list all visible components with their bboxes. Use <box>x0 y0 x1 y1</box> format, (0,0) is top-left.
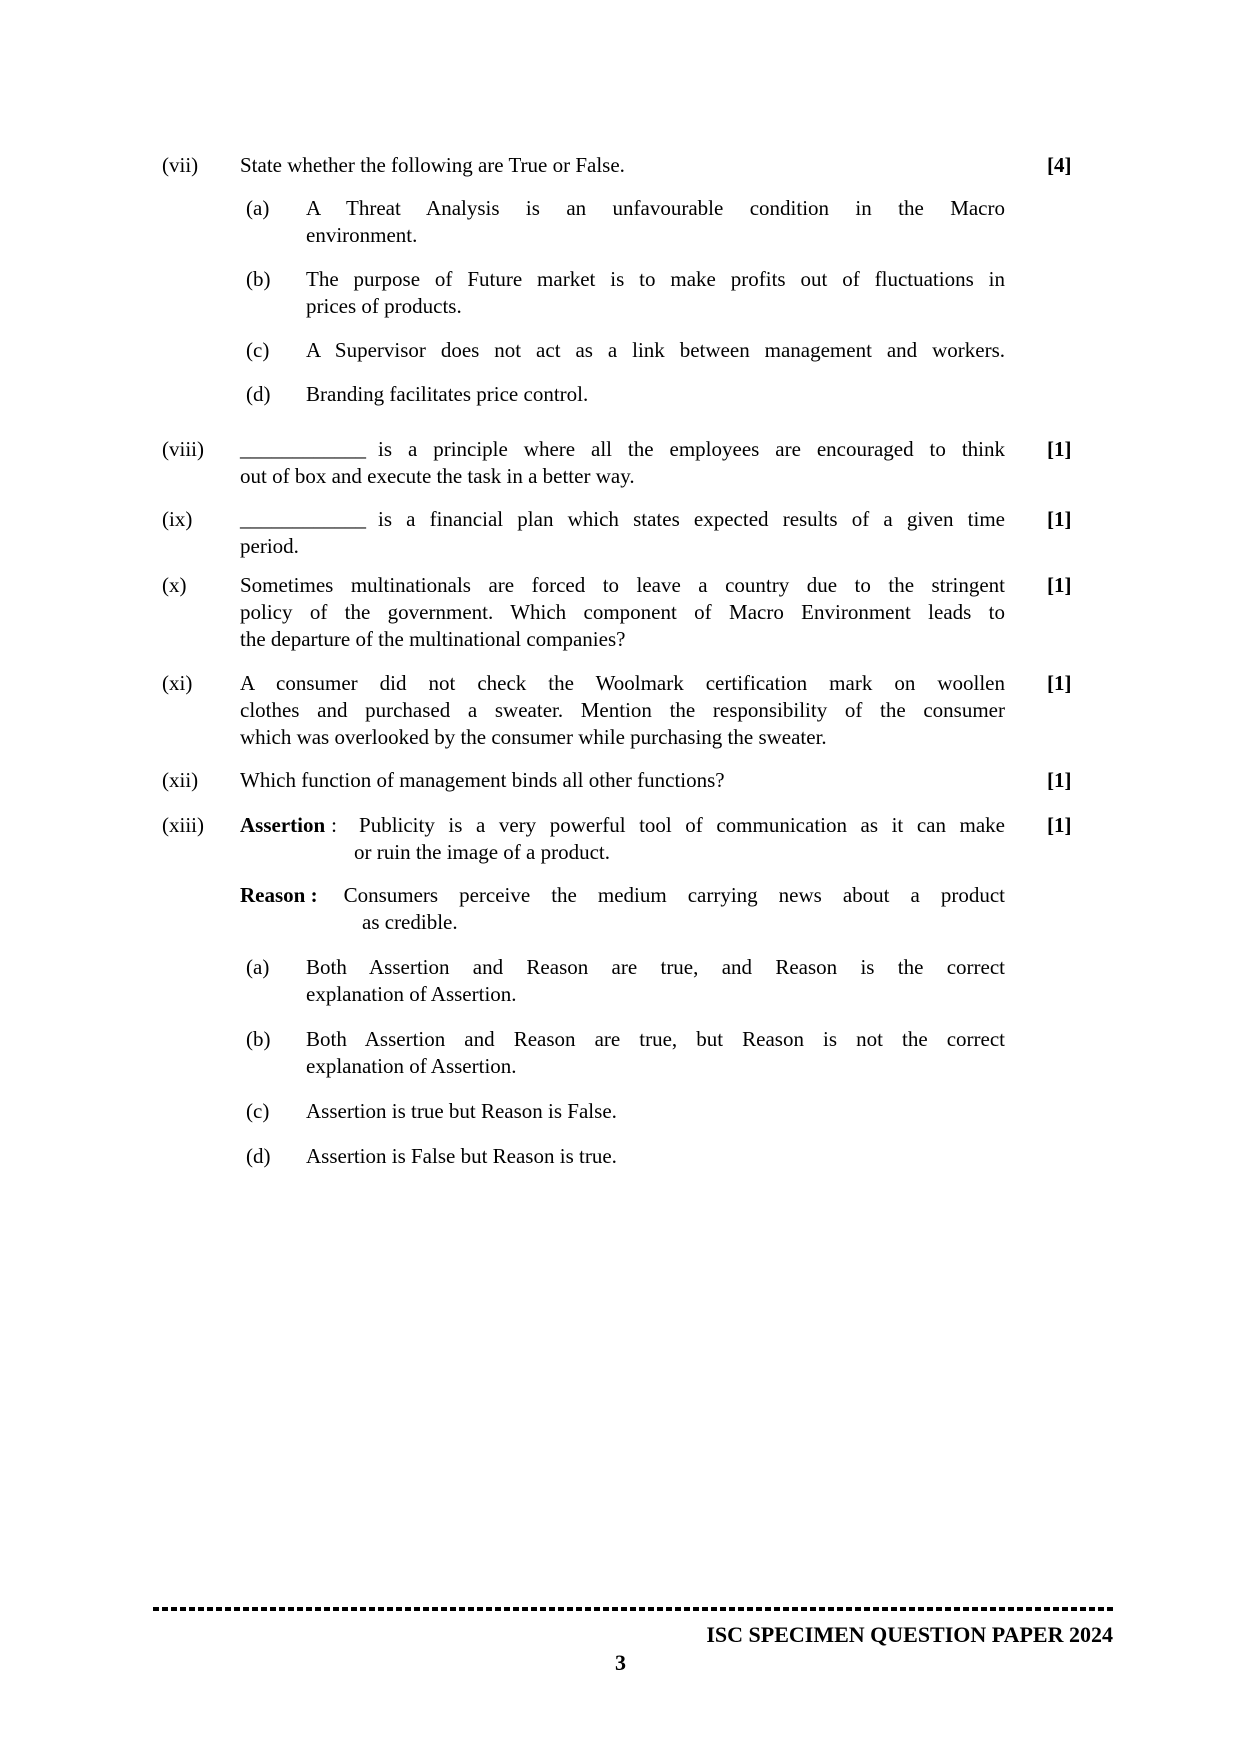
assertion-text: Publicity is a very powerful tool of communication as it can make <box>359 813 1005 837</box>
reason-block <box>240 882 1005 936</box>
question-number: (ix) <box>162 507 193 531</box>
assertion-reason-options <box>240 954 1005 1170</box>
option-line: explanation of Assertion. <box>306 1054 517 1078</box>
reason-text: Consumers perceive the medium carrying news about a product <box>343 883 1005 907</box>
assertion-text: or ruin the image of a product. <box>354 840 610 864</box>
marks-badge: [1] <box>1047 813 1072 837</box>
question-number: (xiii) <box>162 813 204 837</box>
question-row <box>162 152 1087 408</box>
question-xiii <box>162 812 1087 1170</box>
question-line: out of box and execute the task in a better way. <box>240 464 635 488</box>
true-false-items <box>240 195 1005 408</box>
marks-badge: [4] <box>1047 153 1072 177</box>
question-xii <box>162 767 1087 794</box>
assertion-label: Assertion <box>240 813 326 837</box>
question-ix <box>162 506 1087 560</box>
marks-badge: [1] <box>1047 573 1072 597</box>
sub-item-c <box>246 337 1005 364</box>
question-line <box>240 506 1005 533</box>
reason-label: Reason : <box>240 883 318 907</box>
option-letter: (d) <box>246 1144 271 1168</box>
sub-item-line: Branding facilitates price control. <box>306 382 589 406</box>
question-xi <box>162 670 1087 751</box>
sub-item-letter: (b) <box>246 267 271 291</box>
question-line: which was overlooked by the consumer while purchasing the sweater. <box>240 725 827 749</box>
assertion-block <box>240 812 1005 866</box>
question-paper-content <box>162 152 1087 1170</box>
option-line: Assertion is False but Reason is true. <box>306 1144 617 1168</box>
question-line: policy of the government. Which component of Macro Environment leads to <box>240 600 1005 624</box>
marks-badge: [1] <box>1047 671 1072 695</box>
sub-item-letter: (d) <box>246 382 271 406</box>
option-letter: (b) <box>246 1027 271 1051</box>
option-letter: (a) <box>246 955 270 979</box>
question-number: (xi) <box>162 671 193 695</box>
question-text: is a principle where all the employees are encouraged to think <box>378 437 1005 461</box>
question-number: (vii) <box>162 153 199 177</box>
question-line: Sometimes multinationals are forced to leave a country due to the stringent <box>240 573 1005 597</box>
option-b <box>246 1026 1005 1080</box>
question-number: (x) <box>162 573 187 597</box>
sub-item-line: A Threat Analysis is an unfavourable condition in the Macro <box>306 196 1005 220</box>
sub-item-letter: (c) <box>246 338 270 362</box>
option-line: Assertion is true but Reason is False. <box>306 1099 617 1123</box>
reason-text: as credible. <box>362 910 458 934</box>
page-number: 3 <box>615 1650 626 1675</box>
question-text: State whether the following are True or False. <box>240 153 625 177</box>
question-line: Which function of management binds all other functions? <box>240 768 725 792</box>
question-viii <box>162 436 1087 490</box>
sub-item-letter: (a) <box>246 196 270 220</box>
sub-item-line: The purpose of Future market is to make profits out of fluctuations in <box>306 267 1005 291</box>
sub-item-line: A Supervisor does not act as a link between management and workers. <box>306 338 1005 362</box>
option-line: explanation of Assertion. <box>306 982 517 1006</box>
question-line <box>240 436 1005 463</box>
question-line: the departure of the multinational companies? <box>240 627 626 651</box>
question-number: (xii) <box>162 768 199 792</box>
footer-divider <box>153 1607 1113 1611</box>
question-line: period. <box>240 534 299 558</box>
sub-item-a <box>246 195 1005 249</box>
question-x <box>162 572 1087 653</box>
answer-blank: ____________ <box>240 507 366 531</box>
question-line: clothes and purchased a sweater. Mention the responsibility of the consumer <box>240 698 1005 722</box>
sub-item-line: prices of products. <box>306 294 462 318</box>
marks-badge: [1] <box>1047 768 1072 792</box>
answer-blank: ____________ <box>240 437 366 461</box>
option-a <box>246 954 1005 1008</box>
footer-title: ISC SPECIMEN QUESTION PAPER 2024 <box>706 1622 1113 1647</box>
sub-item-line: environment. <box>306 223 418 247</box>
marks-badge: [1] <box>1047 437 1072 461</box>
question-vii <box>162 152 1087 408</box>
option-line: Both Assertion and Reason are true, and Reason is the correct <box>306 955 1005 979</box>
marks-badge: [1] <box>1047 507 1072 531</box>
question-line: A consumer did not check the Woolmark certification mark on woollen <box>240 671 1005 695</box>
option-c <box>246 1098 1005 1125</box>
question-number: (viii) <box>162 437 204 461</box>
option-d <box>246 1143 1005 1170</box>
option-line: Both Assertion and Reason are true, but Reason is not the correct <box>306 1027 1005 1051</box>
question-text: is a financial plan which states expected results of a given time <box>378 507 1005 531</box>
option-letter: (c) <box>246 1099 270 1123</box>
assertion-colon: : <box>331 813 338 837</box>
sub-item-b <box>246 266 1005 320</box>
sub-item-d <box>246 381 1005 408</box>
